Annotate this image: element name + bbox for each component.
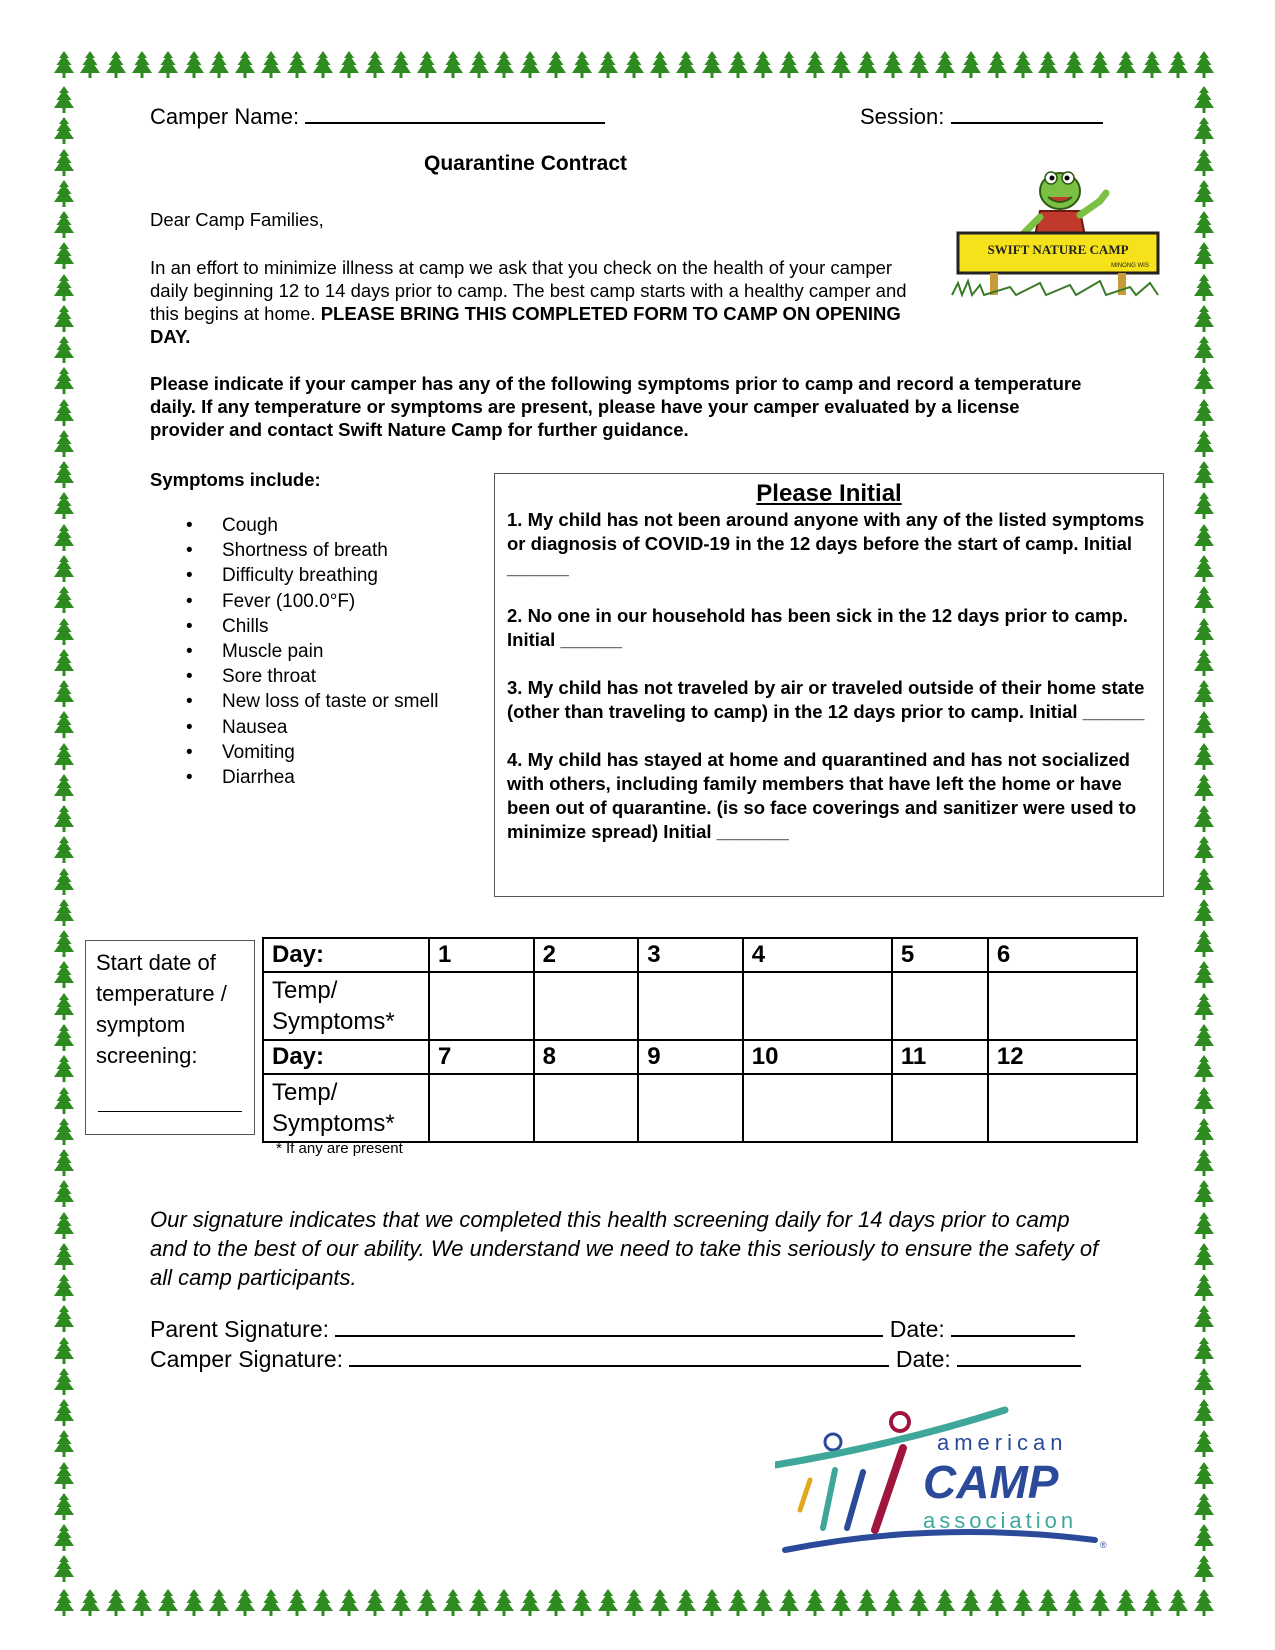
tree-icon: [1192, 867, 1216, 897]
tree-icon: [52, 366, 76, 396]
tree-icon: [52, 491, 76, 521]
list-item: • New loss of taste or smell: [222, 689, 438, 714]
day-number: 11: [892, 1040, 988, 1074]
list-item: • Chills: [222, 614, 438, 639]
start-date-box: [85, 940, 255, 1135]
tree-icon: [52, 1054, 76, 1084]
tree-icon: [1192, 648, 1216, 678]
tree-icon: [1192, 1429, 1216, 1459]
tree-icon: [777, 1588, 801, 1618]
tree-icon: [285, 50, 309, 80]
tree-icon: [1192, 241, 1216, 271]
tree-icon: [52, 773, 76, 803]
tree-icon: [52, 460, 76, 490]
temp-entry-cell[interactable]: [988, 1074, 1137, 1142]
session-field[interactable]: [860, 104, 1103, 130]
symptoms-heading: Symptoms include:: [150, 469, 321, 490]
tree-icon: [441, 50, 465, 80]
table-row: [263, 1040, 1137, 1074]
footnote: * If any are present: [276, 1140, 403, 1157]
list-item: • Fever (100.0°F): [222, 589, 438, 614]
tree-icon: [415, 50, 439, 80]
tree-icon: [156, 50, 180, 80]
camper-date-line[interactable]: [957, 1347, 1081, 1367]
temp-entry-cell[interactable]: [638, 1074, 743, 1142]
tree-icon: [363, 1588, 387, 1618]
tree-icon: [1192, 1461, 1216, 1491]
list-item: • Vomiting: [222, 740, 438, 765]
tree-icon: [1140, 1588, 1164, 1618]
temp-label-cell: Temp/ Symptoms*: [263, 1074, 429, 1142]
tree-icon: [1088, 1588, 1112, 1618]
tree-icon: [1114, 1588, 1138, 1618]
temp-entry-cell[interactable]: [892, 972, 988, 1040]
tree-icon: [52, 1554, 76, 1584]
signature-statement: Our signature indicates that we completed this health screening daily for 14 days prior to camp and to the best of our ability. We understand we need to take this seriously to ensure the safety of all camp participants.: [150, 1207, 1099, 1290]
tree-icon: [1192, 366, 1216, 396]
tree-icon: [1192, 1304, 1216, 1334]
tree-icon: [467, 50, 491, 80]
tree-border-bottom: [52, 1588, 1216, 1618]
tree-icon: [467, 1588, 491, 1618]
tree-icon: [182, 1588, 206, 1618]
tree-icon: [52, 1211, 76, 1241]
initial-statement-2[interactable]: 2. No one in our household has been sick in the 12 days prior to camp. Initial ______: [507, 605, 1128, 650]
initial-statement-4[interactable]: 4. My child has stayed at home and quarantined and has not socialized with others, including family members that have left the home or have been out of quarantine. (is so face coverings and sanitizer were used to minimize spread) Initial _______: [507, 749, 1137, 842]
day-number: 9: [638, 1040, 743, 1074]
parent-signature-line[interactable]: [335, 1317, 883, 1337]
start-date-line[interactable]: [98, 1111, 242, 1112]
tree-icon: [52, 523, 76, 553]
day-label-cell: Day:: [263, 938, 429, 972]
swift-logo-text: SWIFT NATURE CAMP: [987, 242, 1129, 257]
greeting: Dear Camp Families,: [150, 209, 324, 230]
day-number: 1: [429, 938, 534, 972]
instruction-paragraph: Please indicate if your camper has any of the following symptoms prior to camp and record a temperature daily. If any temperature or symptoms are present, please have your camper evaluated by a license provider and contact Swift Nature Camp for further guidance.: [150, 373, 1082, 440]
tree-icon: [52, 1492, 76, 1522]
tree-icon: [855, 1588, 879, 1618]
tree-icon: [1192, 460, 1216, 490]
tree-border-top: [52, 50, 1216, 80]
tree-icon: [78, 1588, 102, 1618]
tree-icon: [1192, 179, 1216, 209]
day-number: 7: [429, 1040, 534, 1074]
tree-icon: [233, 1588, 257, 1618]
day-number: 12: [988, 1040, 1137, 1074]
tree-icon: [52, 304, 76, 334]
table-row: [263, 1074, 1137, 1142]
tree-icon: [1036, 50, 1060, 80]
tree-icon: [52, 1086, 76, 1116]
aca-association-text: association: [923, 1508, 1078, 1533]
tree-icon: [52, 804, 76, 834]
aca-camp-text: CAMP: [923, 1456, 1059, 1508]
tree-icon: [207, 50, 231, 80]
temp-entry-cell[interactable]: [743, 1074, 892, 1142]
tree-icon: [1192, 1588, 1216, 1618]
tree-icon: [1192, 1211, 1216, 1241]
tree-icon: [751, 50, 775, 80]
list-item: • Diarrhea: [222, 765, 438, 790]
tree-icon: [52, 1429, 76, 1459]
tree-icon: [1192, 1086, 1216, 1116]
tree-icon: [1192, 929, 1216, 959]
tree-icon: [803, 50, 827, 80]
tree-icon: [907, 50, 931, 80]
screening-table: [262, 937, 1138, 1143]
tree-icon: [1192, 898, 1216, 928]
tree-icon: [233, 50, 257, 80]
tree-icon: [544, 1588, 568, 1618]
tree-icon: [52, 898, 76, 928]
list-item: • Nausea: [222, 715, 438, 740]
tree-icon: [570, 1588, 594, 1618]
tree-icon: [803, 1588, 827, 1618]
tree-icon: [1166, 1588, 1190, 1618]
temp-entry-cell[interactable]: [892, 1074, 988, 1142]
tree-icon: [1192, 1273, 1216, 1303]
aca-registered-mark: ®: [1100, 1540, 1107, 1550]
tree-icon: [1192, 742, 1216, 772]
tree-icon: [52, 241, 76, 271]
tree-border-left: [52, 85, 76, 1585]
day-number: 2: [534, 938, 639, 972]
tree-icon: [52, 1273, 76, 1303]
tree-icon: [52, 1242, 76, 1272]
camper-date-label: Date:: [895, 1346, 951, 1372]
tree-icon: [441, 1588, 465, 1618]
tree-icon: [52, 585, 76, 615]
swift-logo-subtext: MINONG WIS: [1111, 263, 1149, 269]
tree-icon: [1088, 50, 1112, 80]
list-item: • Muscle pain: [222, 639, 438, 664]
tree-icon: [52, 960, 76, 990]
tree-icon: [182, 50, 206, 80]
tree-icon: [363, 50, 387, 80]
tree-icon: [959, 50, 983, 80]
tree-icon: [1192, 1523, 1216, 1553]
tree-icon: [130, 1588, 154, 1618]
tree-icon: [1192, 1398, 1216, 1428]
swift-nature-camp-logo: [950, 163, 1170, 313]
tree-icon: [1192, 679, 1216, 709]
tree-icon: [52, 148, 76, 178]
initial-statement-3[interactable]: 3. My child has not traveled by air or traveled outside of their home state (other than traveling to camp) in the 12 days prior to camp. Initial ______: [507, 677, 1145, 722]
table-row: [263, 972, 1137, 1040]
tree-icon: [1192, 1367, 1216, 1397]
tree-icon: [52, 617, 76, 647]
tree-icon: [492, 50, 516, 80]
tree-icon: [700, 1588, 724, 1618]
tree-icon: [907, 1588, 931, 1618]
list-item: • Cough: [222, 513, 438, 538]
tree-icon: [52, 273, 76, 303]
tree-icon: [1192, 398, 1216, 428]
tree-icon: [570, 50, 594, 80]
tree-icon: [674, 50, 698, 80]
tree-icon: [52, 1461, 76, 1491]
tree-icon: [104, 1588, 128, 1618]
temp-entry-cell[interactable]: [429, 1074, 534, 1142]
tree-icon: [52, 429, 76, 459]
tree-icon: [52, 1336, 76, 1366]
tree-icon: [52, 179, 76, 209]
camper-signature-field[interactable]: [150, 1346, 1081, 1373]
tree-icon: [52, 85, 76, 115]
day-number: 4: [743, 938, 892, 972]
tree-icon: [1192, 210, 1216, 240]
aca-american-text: american: [937, 1430, 1068, 1455]
session-line[interactable]: [951, 104, 1103, 124]
tree-icon: [700, 50, 724, 80]
list-item: • Sore throat: [222, 664, 438, 689]
tree-icon: [389, 1588, 413, 1618]
symptoms-list: [222, 513, 438, 790]
tree-icon: [1192, 491, 1216, 521]
tree-icon: [1192, 773, 1216, 803]
tree-icon: [52, 929, 76, 959]
page-title: Quarantine Contract: [424, 152, 628, 175]
tree-icon: [415, 1588, 439, 1618]
tree-icon: [855, 50, 879, 80]
tree-icon: [1192, 804, 1216, 834]
tree-icon: [52, 1398, 76, 1428]
tree-icon: [52, 1367, 76, 1397]
tree-icon: [1062, 1588, 1086, 1618]
tree-icon: [518, 1588, 542, 1618]
camper-name-field[interactable]: [150, 104, 605, 130]
tree-icon: [1192, 523, 1216, 553]
tree-icon: [52, 554, 76, 584]
day-number: 5: [892, 938, 988, 972]
tree-icon: [1192, 585, 1216, 615]
tree-icon: [1192, 304, 1216, 334]
table-row: [263, 938, 1137, 972]
tree-icon: [1192, 1554, 1216, 1584]
tree-icon: [52, 835, 76, 865]
tree-icon: [518, 50, 542, 80]
tree-icon: [1192, 1336, 1216, 1366]
tree-icon: [881, 1588, 905, 1618]
tree-icon: [311, 1588, 335, 1618]
intro-text: In an effort to minimize illness at camp we ask that you check on the health of your camper daily beginning 12 to 14 days prior to camp. The best camp starts with a healthy camper and this begins at home.: [150, 257, 907, 324]
tree-icon: [52, 116, 76, 146]
camper-name-line[interactable]: [305, 104, 605, 124]
tree-icon: [1192, 960, 1216, 990]
tree-icon: [1192, 335, 1216, 365]
tree-icon: [52, 210, 76, 240]
tree-icon: [751, 1588, 775, 1618]
tree-icon: [1192, 554, 1216, 584]
tree-icon: [959, 1588, 983, 1618]
list-item: • Shortness of breath: [222, 538, 438, 563]
american-camp-association-logo: [775, 1400, 1120, 1565]
tree-icon: [881, 50, 905, 80]
parent-date-line[interactable]: [951, 1317, 1075, 1337]
tree-icon: [104, 50, 128, 80]
tree-border-right: [1192, 85, 1216, 1585]
tree-icon: [259, 50, 283, 80]
day-number: 6: [988, 938, 1137, 972]
initial-statement-1[interactable]: 1. My child has not been around anyone with any of the listed symptoms or diagnosis of COVID-19 in the 12 days before the start of camp. Initial ______: [507, 509, 1145, 578]
tree-icon: [674, 1588, 698, 1618]
tree-icon: [622, 50, 646, 80]
tree-icon: [1192, 429, 1216, 459]
tree-icon: [52, 50, 76, 80]
tree-icon: [726, 50, 750, 80]
tree-icon: [1192, 148, 1216, 178]
tree-icon: [726, 1588, 750, 1618]
tree-icon: [52, 335, 76, 365]
tree-icon: [259, 1588, 283, 1618]
tree-icon: [1192, 710, 1216, 740]
tree-icon: [829, 50, 853, 80]
temp-entry-cell[interactable]: [534, 1074, 639, 1142]
tree-icon: [1036, 1588, 1060, 1618]
tree-icon: [1192, 1492, 1216, 1522]
list-item: • Difficulty breathing: [222, 563, 438, 588]
tree-icon: [777, 50, 801, 80]
tree-icon: [52, 1179, 76, 1209]
tree-icon: [1192, 1054, 1216, 1084]
parent-signature-field[interactable]: [150, 1316, 1075, 1343]
tree-icon: [52, 1304, 76, 1334]
tree-icon: [933, 1588, 957, 1618]
tree-icon: [156, 1588, 180, 1618]
tree-icon: [648, 50, 672, 80]
day-number: 3: [638, 938, 743, 972]
tree-icon: [52, 742, 76, 772]
tree-icon: [1166, 50, 1190, 80]
intro-paragraph: [150, 256, 910, 348]
tree-icon: [311, 50, 335, 80]
tree-icon: [1062, 50, 1086, 80]
tree-icon: [1192, 1023, 1216, 1053]
tree-icon: [544, 50, 568, 80]
camper-signature-label: Camper Signature:: [150, 1346, 344, 1372]
tree-icon: [337, 50, 361, 80]
tree-icon: [78, 50, 102, 80]
tree-icon: [52, 648, 76, 678]
tree-icon: [52, 992, 76, 1022]
temp-entry-cell[interactable]: [638, 972, 743, 1040]
tree-icon: [52, 1588, 76, 1618]
tree-icon: [1192, 273, 1216, 303]
intro-bold: PLEASE BRING THIS COMPLETED FORM TO CAMP ON OPENING DAY.: [150, 303, 901, 347]
tree-icon: [1192, 85, 1216, 115]
tree-icon: [985, 50, 1009, 80]
session-label: Session:: [860, 104, 945, 129]
tree-icon: [52, 398, 76, 428]
tree-icon: [1192, 50, 1216, 80]
parent-date-label: Date:: [889, 1316, 945, 1342]
day-number: 10: [743, 1040, 892, 1074]
tree-icon: [1192, 1179, 1216, 1209]
tree-icon: [52, 1023, 76, 1053]
tree-icon: [1140, 50, 1164, 80]
temp-entry-cell[interactable]: [743, 972, 892, 1040]
tree-icon: [285, 1588, 309, 1618]
tree-icon: [207, 1588, 231, 1618]
tree-icon: [389, 50, 413, 80]
tree-icon: [1114, 50, 1138, 80]
tree-icon: [1192, 835, 1216, 865]
tree-icon: [1192, 116, 1216, 146]
tree-icon: [622, 1588, 646, 1618]
temp-label-cell: Temp/ Symptoms*: [263, 972, 429, 1040]
tree-icon: [933, 50, 957, 80]
tree-icon: [52, 1523, 76, 1553]
tree-icon: [648, 1588, 672, 1618]
tree-icon: [1011, 1588, 1035, 1618]
temp-entry-cell[interactable]: [988, 972, 1137, 1040]
tree-icon: [596, 1588, 620, 1618]
temp-entry-cell[interactable]: [429, 972, 534, 1040]
temp-entry-cell[interactable]: [534, 972, 639, 1040]
tree-icon: [492, 1588, 516, 1618]
start-date-label: Start date of temperature / symptom screening:: [96, 950, 227, 1068]
please-initial-box: [494, 473, 1164, 897]
tree-icon: [337, 1588, 361, 1618]
tree-icon: [596, 50, 620, 80]
tree-icon: [52, 1117, 76, 1147]
tree-icon: [130, 50, 154, 80]
camper-signature-line[interactable]: [349, 1347, 889, 1367]
please-initial-heading: Please Initial: [756, 480, 902, 507]
tree-icon: [52, 710, 76, 740]
camper-name-label: Camper Name:: [150, 104, 300, 129]
tree-icon: [52, 867, 76, 897]
tree-icon: [829, 1588, 853, 1618]
tree-icon: [985, 1588, 1009, 1618]
tree-icon: [1192, 617, 1216, 647]
tree-icon: [1192, 992, 1216, 1022]
tree-icon: [1192, 1242, 1216, 1272]
tree-icon: [1192, 1148, 1216, 1178]
tree-icon: [1192, 1117, 1216, 1147]
tree-icon: [52, 679, 76, 709]
day-label-cell: Day:: [263, 1040, 429, 1074]
tree-icon: [1011, 50, 1035, 80]
tree-icon: [52, 1148, 76, 1178]
parent-signature-label: Parent Signature:: [150, 1316, 330, 1342]
day-number: 8: [534, 1040, 639, 1074]
